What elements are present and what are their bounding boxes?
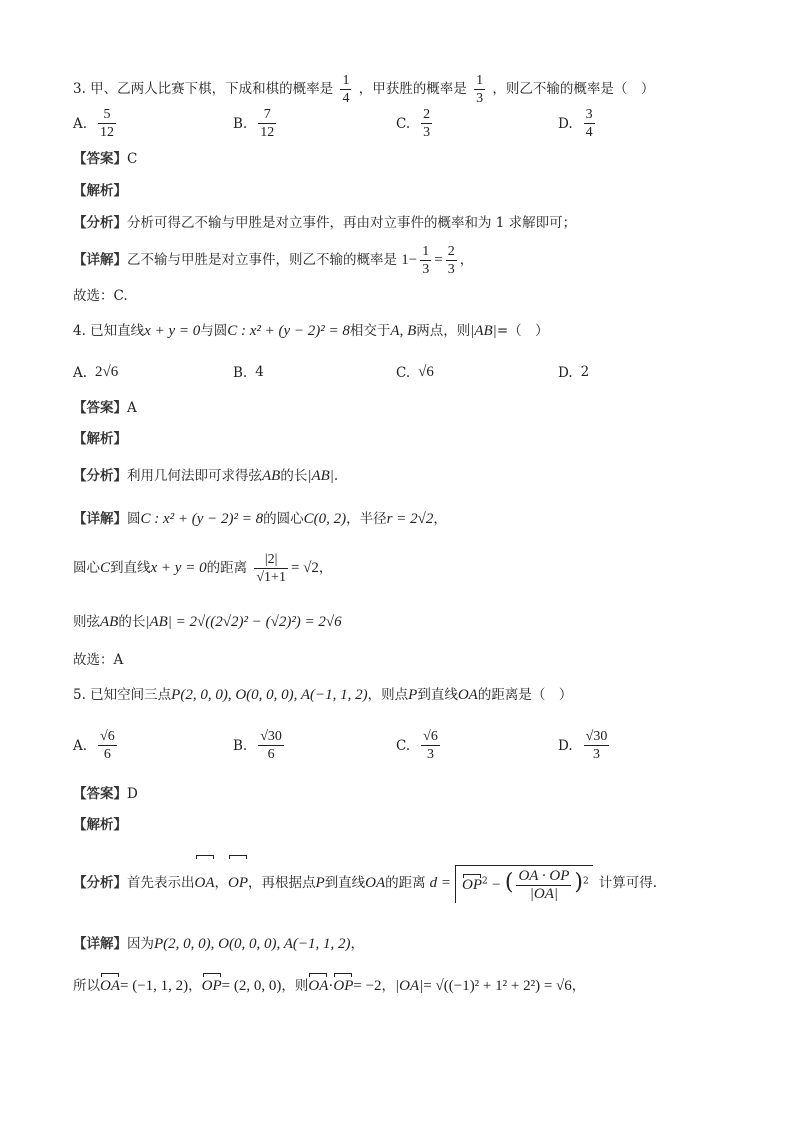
q4-fenxi: 【分析】利用几何法即可求得弦AB的长|AB|. bbox=[73, 468, 339, 484]
q3-stem bbox=[73, 72, 654, 107]
q5-option-c: C. $\frac{√6}{3}$ bbox=[396, 729, 438, 762]
q5-stem: 5. 已知空间三点P(2, 0, 0), O(0, 0, 0), A(−1, 1, 2)，则点P到直线OA的距离是（ ） bbox=[73, 687, 573, 703]
q5-option-a: A. $\frac{√6}{6}$ bbox=[73, 729, 115, 762]
q3-choose: 故选：C. bbox=[73, 288, 128, 304]
q4-choose: 故选：A bbox=[73, 652, 124, 668]
q5-fenxi: 【分析】首先表示出OA，OP，再根据点P到直线OA的距离 $d = OP^2$ − ( $\frac{OA \cdot OP}{|OA|}$ )$^2$ 计算可得. bbox=[73, 858, 657, 918]
q3-fenxi: 【分析】分析可得乙不输与甲胜是对立事件，再由对立事件的概率和为 1 求解即可； bbox=[73, 215, 577, 231]
q5-analysis: 【解析】 bbox=[73, 817, 127, 833]
q4-stem: 4. 已知直线x + y = 0与圆C : x² + (y − 2)² = 8相交于A, B两点，则|AB|=（ ） bbox=[73, 323, 549, 339]
q4-option-c: C. √6 bbox=[396, 364, 434, 381]
q4-chord: 则弦AB的长|AB| = 2√((2√2)² − (√2)²) = 2√6 bbox=[73, 614, 342, 630]
q3-option-c: C. $\frac{2}{3}$ bbox=[396, 107, 431, 140]
q3-stem-b: ，甲获胜的概率是 bbox=[358, 81, 467, 97]
q3-option-d: D. $\frac{3}{4}$ bbox=[558, 107, 593, 140]
q4-analysis: 【解析】 bbox=[73, 431, 127, 447]
q5-option-d: D. $\frac{√30}{3}$ bbox=[558, 729, 608, 762]
distance-formula: $OP^2$ − ( $\frac{OA \cdot OP}{|OA|}$ )$^2$ bbox=[455, 865, 593, 903]
q3-answer: 【答案】C bbox=[73, 151, 138, 167]
q3-frac-1: $\frac{1}{4}$ bbox=[342, 73, 350, 106]
q3-xiangjie: 【详解】乙不输与甲胜是对立事件，则乙不输的概率是 1− $\frac{1}{3}$ = $\frac{2}{3}$ ， bbox=[73, 244, 474, 277]
q3-frac-2: $\frac{1}{3}$ bbox=[476, 73, 484, 106]
q3-stem-a: 3. 甲、乙两人比赛下棋，下成和棋的概率是 bbox=[73, 81, 334, 97]
q4-answer: 【答案】A bbox=[73, 400, 137, 416]
q4-distance: 圆心C到直线x + y = 0的距离 $\frac{|2|}{√1+1}$ = √2， bbox=[73, 552, 333, 585]
q4-option-b: B. 4 bbox=[233, 364, 264, 381]
q3-analysis: 【解析】 bbox=[73, 183, 127, 199]
q3-stem-c: ，则乙不输的概率是（ ） bbox=[492, 81, 655, 97]
q5-option-b: B. $\frac{√30}{6}$ bbox=[233, 729, 282, 762]
q4-option-a: A. 2√6 bbox=[73, 364, 119, 381]
q5-answer: 【答案】D bbox=[73, 786, 138, 802]
q4-xiangjie: 【详解】圆C : x² + (y − 2)² = 8的圆心C(0, 2)，半径r = 2√2， bbox=[73, 511, 447, 527]
q3-option-a: A. $\frac{5}{12}$ bbox=[73, 107, 115, 140]
q3-option-b: B. $\frac{7}{12}$ bbox=[233, 107, 275, 140]
q5-xiangjie: 【详解】因为P(2, 0, 0), O(0, 0, 0), A(−1, 1, 2)， bbox=[73, 936, 364, 952]
q4-option-d: D. 2 bbox=[558, 364, 590, 381]
q5-last: 所以OA= (−1, 1, 2)，OP= (2, 0, 0)，则OA·OP= −2，|OA|= √((−1)² + 1² + 2²) = √6， bbox=[73, 978, 586, 994]
